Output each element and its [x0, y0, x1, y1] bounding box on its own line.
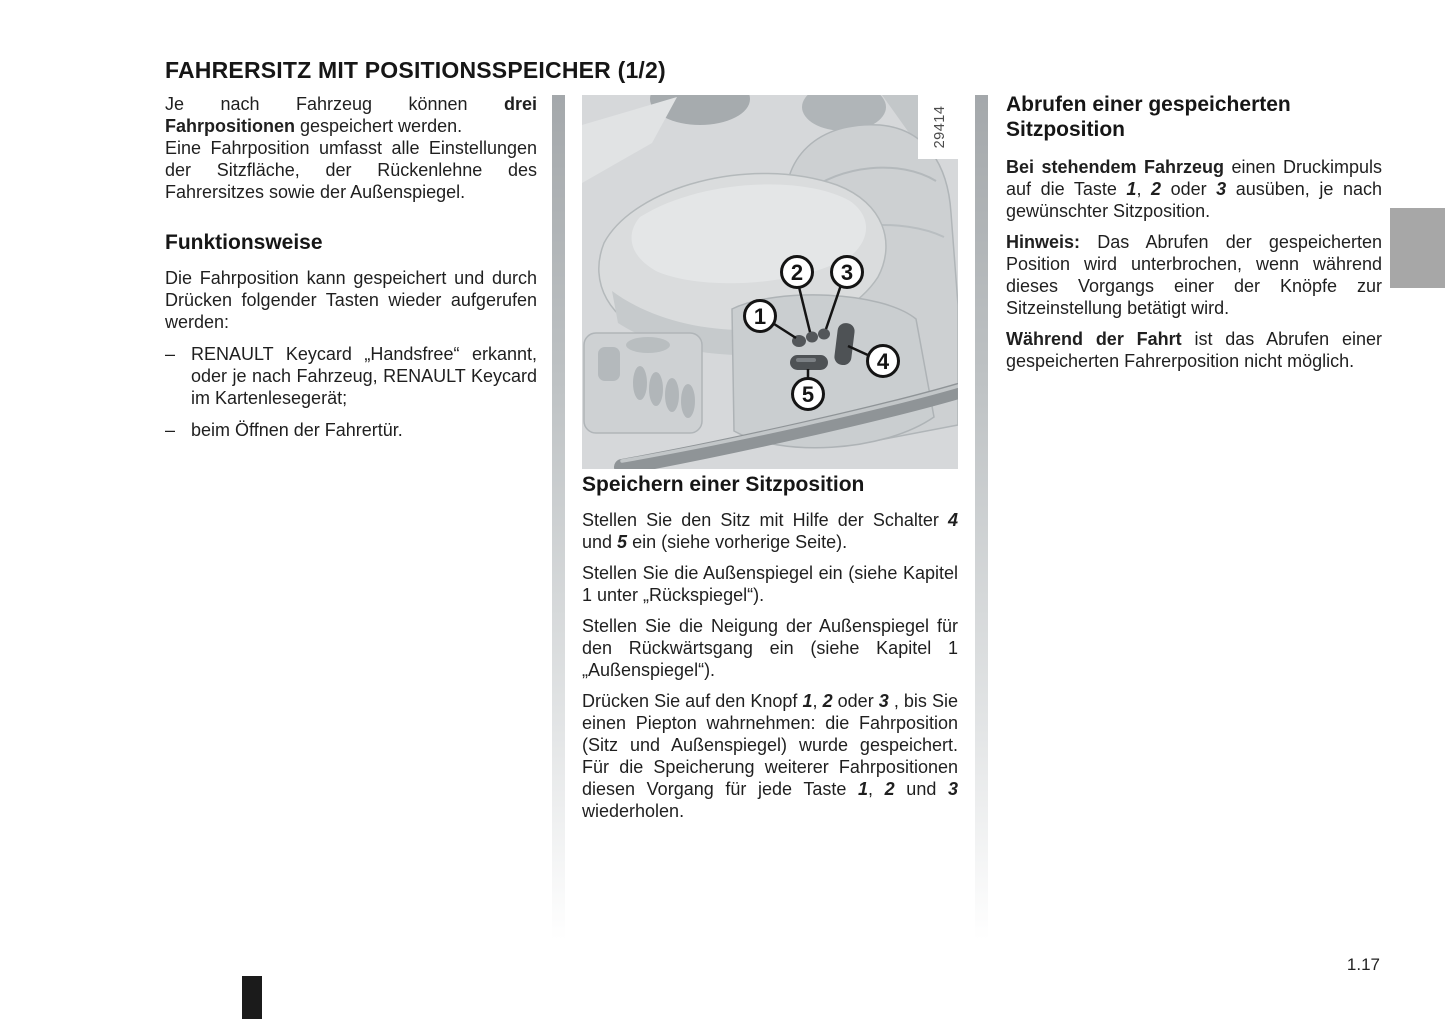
trigger-list	[165, 343, 537, 441]
door-vent-slot	[633, 366, 647, 400]
seat-illustration-figure	[582, 95, 958, 469]
door-vent-slot	[665, 378, 679, 412]
intro-paragraph-1: Je nach Fahrzeug können drei Fahrpositionen gespeichert werden.	[165, 94, 537, 136]
seat-switch-5	[790, 355, 828, 370]
figure-ref-number: 29414	[932, 105, 948, 149]
middle-column	[582, 472, 958, 831]
left-column	[165, 93, 537, 441]
speichern-paragraph-1: Stellen Sie den Sitz mit Hilfe der Schalter 4 und 5 ein (siehe vorherige Seite).	[582, 510, 958, 552]
abrufen-paragraph-3: Während der Fahrt ist das Abrufen einer gespeicherten Fahrerposition nicht möglich.	[1006, 329, 1382, 371]
callout-label-1: 1	[753, 304, 767, 329]
seat-illustration-svg	[582, 95, 958, 469]
callout-label-3: 3	[840, 260, 854, 285]
callout-label-4: 4	[876, 349, 890, 374]
memory-button-3	[818, 329, 830, 340]
page-number: 1.17	[1346, 955, 1380, 974]
memory-button-2	[806, 332, 818, 343]
door-vent-slot	[649, 372, 663, 406]
abrufen-paragraph-1: Bei stehendem Fahrzeug einen Druckimpuls auf die Taste 1, 2 oder 3 ausüben, je nach gewünschter Sitzposition.	[1006, 157, 1383, 221]
list-dash: –	[165, 344, 176, 364]
section-heading-speichern: Speichern einer Sitzposition	[582, 473, 865, 496]
callout-label-5: 5	[801, 382, 815, 407]
chapter-side-tab	[1390, 208, 1445, 288]
funktionsweise-paragraph: Die Fahrposition kann gespeichert und durch Drücken folgender Tasten wieder aufgerufen werden:	[165, 268, 537, 332]
callout-label-2: 2	[790, 260, 804, 285]
door-handle-slot	[626, 337, 670, 353]
abrufen-paragraph-2: Hinweis: Das Abrufen der gespeicherten Position wird unterbrochen, wenn während dieses Vorgangs einer der Knöpfe zur Sitzeinstellung betätigt wird.	[1006, 232, 1382, 318]
chapter-bottom-tab	[242, 976, 262, 1019]
list-item	[165, 419, 537, 441]
speichern-paragraph-4: Drücken Sie auf den Knopf 1, 2 oder 3 , bis Sie einen Piepton wahrnehmen: die Fahrposition (Sitz und Außenspiegel) wurde gespeichert. Für die Speicherung weiterer Fahrpositionen diesen Vorgang für jede Taste 1, 2 und 3 wiederholen.	[582, 691, 959, 821]
list-dash: –	[165, 420, 176, 440]
column-divider-left	[552, 95, 565, 940]
list-item-text: beim Öffnen der Fahrertür.	[191, 420, 403, 440]
door-switch-icon	[598, 347, 620, 381]
intro-paragraph-2: Eine Fahrposition umfasst alle Einstellungen der Sitzfläche, der Rückenlehne des Fahrersitzes sowie der Außenspiegel.	[165, 138, 537, 202]
door-vent-slot	[681, 384, 695, 418]
section-heading-funktionsweise: Funktionsweise	[165, 231, 323, 254]
seat-switch-5-highlight	[796, 358, 816, 362]
speichern-paragraph-3: Stellen Sie die Neigung der Außenspiegel für den Rückwärtsgang ein (siehe Kapitel 1 „Außenspiegel“).	[582, 616, 958, 680]
list-item-text: RENAULT Keycard „Handsfree“ erkannt, oder je nach Fahrzeug, RENAULT Keycard im Kartenlesegerät;	[191, 344, 537, 408]
list-item	[165, 343, 537, 409]
section-heading-abrufen: Abrufen einer gespeicherten Sitzposition	[1006, 93, 1291, 141]
right-column	[1006, 92, 1382, 381]
page-title: FAHRERSITZ MIT POSITIONSSPEICHER (1/2)	[165, 57, 666, 84]
column-divider-right	[975, 95, 988, 940]
speichern-paragraph-2: Stellen Sie die Außenspiegel ein (siehe Kapitel 1 unter „Rückspiegel“).	[582, 563, 958, 605]
